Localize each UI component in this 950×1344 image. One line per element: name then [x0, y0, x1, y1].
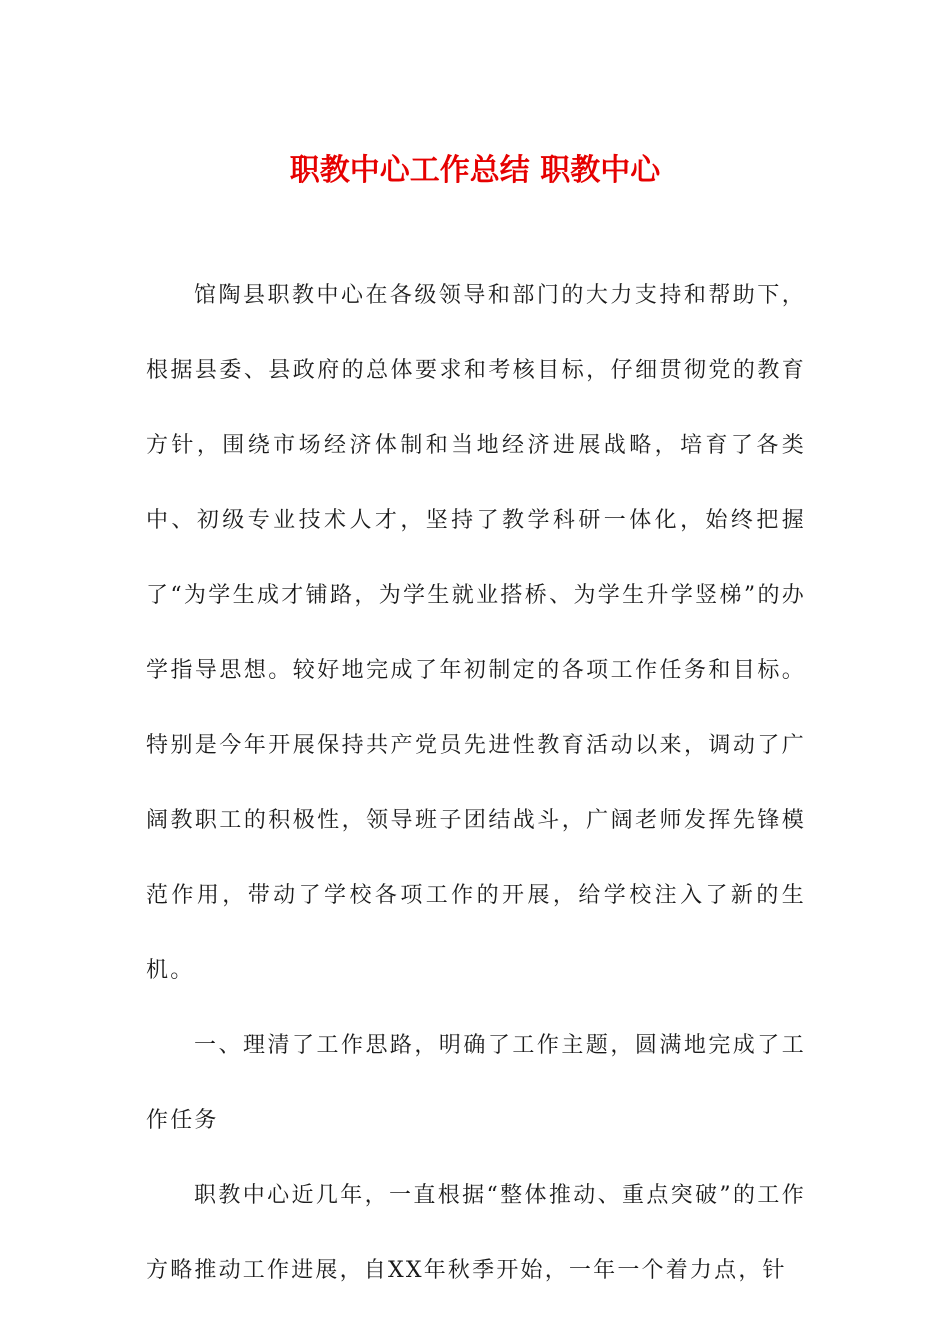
document-body [146, 258, 806, 1308]
paragraph-section-heading: 一、理清了工作思路，明确了工作主题，圆满地完成了工作任务 [146, 1033, 806, 1133]
document-title: 职教中心工作总结 职教中心 [289, 153, 661, 188]
paragraph-intro: 馆陶县职教中心在各级领导和部门的大力支持和帮助下，根据县委、县政府的总体要求和考核目标，仔细贯彻党的教育方针，围绕市场经济体制和当地经济进展战略，培育了各类中、初级专业技术人才，坚持了教学科研一体化，始终把握了“为学生成才铺路，为学生就业搭桥、为学生升学竖梯”的办学指导思想。较好地完成了年初制定的各项工作任务和目标。特别是今年开展保持共产党员先进性教育活动以来，调动了广阔教职工的积极性，领导班子团结战斗，广阔老师发挥先锋模范作用，带动了学校各项工作的开展，给学校注入了新的生机。 [146, 283, 806, 983]
paragraph-section-body: 职教中心近几年，一直根据“整体推动、重点突破”的工作方略推动工作进展，自XX年秋季开始，一年一个着力点，针 [146, 1183, 806, 1283]
